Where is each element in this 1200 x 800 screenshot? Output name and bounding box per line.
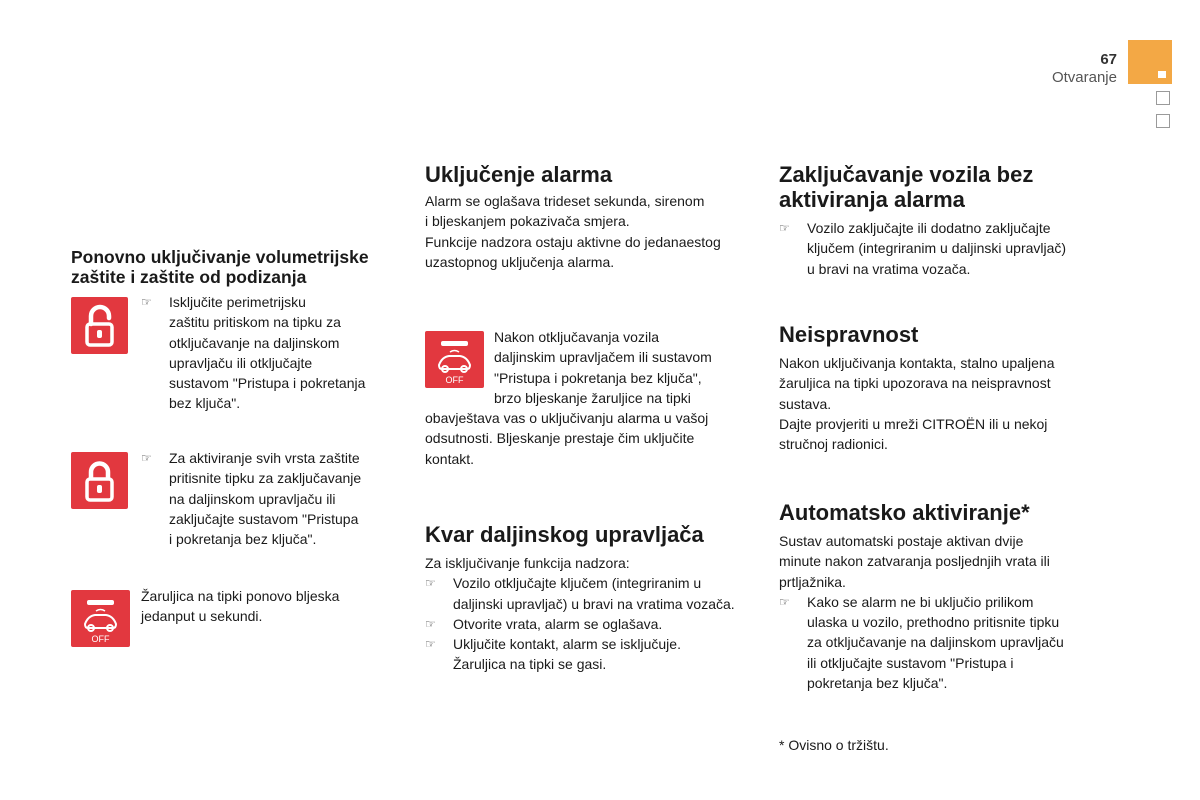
- text-line: Otvorite vrata, alarm se oglašava.: [453, 615, 663, 632]
- unlock-instruction: [141, 292, 411, 414]
- heading-kvar-daljinskog: Kvar daljinskog upravljača: [425, 522, 704, 547]
- alarm-off-button-icon: [425, 331, 484, 388]
- text-line: jedanput u sekundi.: [141, 608, 263, 625]
- heading-line: aktiviranja alarma: [779, 187, 965, 212]
- text-line: Nakon otključavanja vozila: [494, 329, 659, 345]
- text-line: Alarm se oglašava trideset sekunda, sirenom: [425, 193, 705, 209]
- bullet-marker: ☞: [141, 451, 152, 465]
- text-line: sustava.: [779, 395, 832, 412]
- text-line: prtljažnika.: [779, 573, 846, 590]
- text-line: Isključite perimetrijsku: [169, 294, 306, 310]
- text-line: na daljinskom upravljaču ili: [169, 490, 336, 507]
- text-line: pritisnite tipku za zaključavanje: [169, 470, 362, 487]
- tab-dot: [1158, 71, 1166, 78]
- text-line: i pokretanja bez ključa".: [169, 531, 317, 548]
- list-item: [425, 614, 770, 634]
- text-line: Kako se alarm ne bi uključio prilikom: [807, 593, 1034, 610]
- bullet-marker: ☞: [779, 594, 790, 609]
- chapter-tab-active[interactable]: [1128, 40, 1172, 84]
- off-label: OFF: [91, 634, 110, 644]
- bullet-marker: ☞: [425, 637, 436, 652]
- text-line: odsutnosti. Bljeskanje prestaje čim uključite: [425, 430, 695, 447]
- text-line: sustavom "Pristupa i pokretanja: [169, 375, 366, 392]
- text-line: "Pristupa i pokretanja bez ključa",: [494, 369, 702, 386]
- text-line: zaštitu pritiskom na tipku za: [169, 314, 341, 331]
- list-item: [779, 592, 1124, 693]
- chapter-tab[interactable]: [1156, 91, 1170, 105]
- heading-uključenje-alarma: Uključenje alarma: [425, 162, 613, 187]
- footnote-text: * Ovisno o tržištu.: [779, 737, 889, 753]
- lock-instruction: [141, 448, 411, 549]
- text-line: Za isključivanje funkcija nadzora:: [425, 555, 630, 571]
- text-line: zaključajte sustavom "Pristupa: [169, 510, 359, 527]
- text-line: Uključite kontakt, alarm se isključuje.: [453, 636, 681, 653]
- left-heading: [71, 247, 411, 287]
- text-line: stručnoj radionici.: [779, 436, 888, 453]
- right-section-2: [779, 322, 1124, 454]
- heading-line: Ponovno uključivanje volumetrijske: [71, 247, 369, 267]
- section-title: Otvaranje: [1051, 69, 1117, 86]
- blink-note: [141, 586, 411, 627]
- text-line: ulaska u vozilo, prethodno pritisnite tipku: [807, 614, 1060, 631]
- bullet-marker: ☞: [779, 221, 790, 235]
- bullet-marker: ☞: [425, 616, 436, 631]
- alarm-block-text: [494, 327, 764, 408]
- off-label: OFF: [445, 375, 464, 385]
- text-line: Vozilo zaključajte ili dodatno zaključajte: [807, 220, 1051, 236]
- text-line: žaruljica na tipki upozorava na neispravnost: [779, 375, 1051, 392]
- chapter-tab[interactable]: [1156, 114, 1170, 128]
- footnote: [779, 735, 1124, 755]
- text-line: ili otključajte sustavom "Pristupa i: [807, 654, 1014, 671]
- heading-neispravnost: Neispravnost: [779, 322, 919, 347]
- heading-automatsko: Automatsko aktiviranje*: [779, 500, 1030, 525]
- lock-icon: [71, 452, 128, 509]
- right-section-3: [779, 500, 1124, 693]
- middle-section-2: [425, 522, 770, 675]
- text-line: pokretanja bez ključa".: [807, 675, 948, 692]
- unlock-icon: [71, 297, 128, 354]
- text-line: daljinskim upravljačem ili sustavom: [494, 349, 712, 366]
- text-line: otključavanje na daljinskom: [169, 334, 340, 351]
- bullet-marker: ☞: [141, 295, 152, 309]
- text-line: bez ključa".: [169, 395, 241, 412]
- text-line: ključem (integriranim u daljinski upravljač): [807, 240, 1067, 257]
- text-line: obavještava vas o uključivanju alarma u vašoj: [425, 410, 709, 426]
- page-number: 67: [1100, 51, 1117, 68]
- heading-line: zaštite i zaštite od podizanja: [71, 267, 307, 287]
- bullet-marker: ☞: [425, 576, 436, 591]
- list-item: [425, 634, 770, 675]
- alarm-block-text-full: [425, 408, 765, 469]
- text-line: za otključavanje na daljinskom upravljaču: [807, 634, 1064, 651]
- text-line: Za aktiviranje svih vrsta zaštite: [169, 450, 360, 466]
- text-line: Funkcije nadzora ostaju aktivne do jedanaestog: [425, 233, 721, 250]
- text-line: brzo bljeskanje žaruljice na tipki: [494, 389, 691, 406]
- text-line: Žaruljica na tipki se gasi.: [453, 656, 607, 673]
- text-line: u bravi na vratima vozača.: [807, 260, 971, 277]
- text-line: upravljaču ili otključajte: [169, 354, 313, 371]
- text-line: daljinski upravljač) u bravi na vratima vozača.: [453, 595, 735, 612]
- alarm-off-button-icon: [71, 590, 130, 647]
- list-item: [779, 218, 1124, 279]
- text-line: i bljeskanjem pokazivača smjera.: [425, 213, 630, 230]
- heading-line: Zaključavanje vozila bez: [779, 162, 1034, 187]
- text-line: Vozilo otključajte ključem (integriranim u: [453, 575, 702, 592]
- text-line: Nakon uključivanja kontakta, stalno upaljena: [779, 355, 1055, 371]
- text-line: minute nakon zatvaranja posljednjih vrata ili: [779, 553, 1050, 570]
- text-line: kontakt.: [425, 450, 475, 467]
- right-section-1: [779, 162, 1124, 279]
- text-line: Dajte provjeriti u mreži CITROËN ili u nekoj: [779, 415, 1048, 432]
- middle-section-1: [425, 162, 765, 272]
- list-item: [425, 573, 770, 614]
- text-line: uzastopnog uključenja alarma.: [425, 253, 615, 270]
- text-line: Sustav automatski postaje aktivan dvije: [779, 533, 1024, 549]
- text-line: Žaruljica na tipki ponovo bljeska: [141, 588, 340, 604]
